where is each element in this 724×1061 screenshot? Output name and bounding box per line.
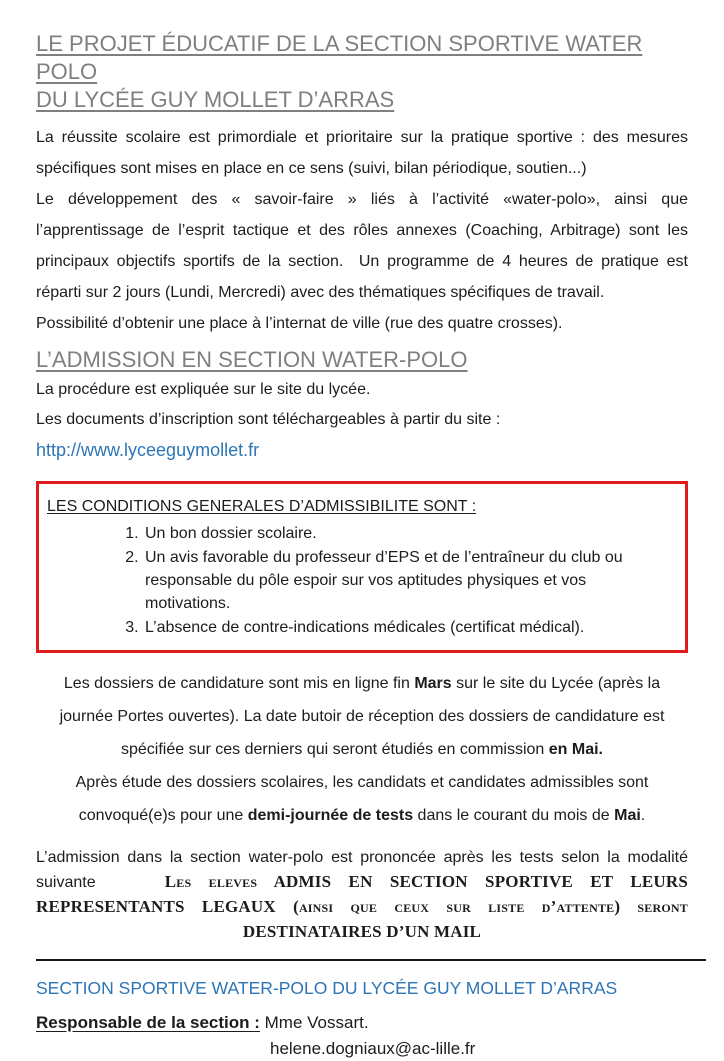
responsable-line — [36, 1011, 688, 1035]
admission-paragraph-2: Les documents d’inscription sont téléchargeables à partir du site : — [36, 411, 501, 428]
text-segment: en Mai. — [548, 741, 603, 758]
intro-paragraph-1: La réussite scolaire est primordiale et prioritaire sur la pratique sportive : des mesures spécifiques sont mises en place en ce sens (suivi, bilan périodique, soutien...) — [36, 129, 688, 177]
text-segment: demi-journée de tests — [247, 807, 414, 824]
text-segment: sur le site du Lycée (après la journée Portes ouvertes). La date butoir de réception des dossiers de candidature est spécifiée sur ces derniers qui seront étudiés en commission — [59, 675, 665, 758]
intro-paragraph-3: Possibilité d’obtenir une place à l’internat de ville (rue des quatre crosses). — [36, 315, 563, 332]
process-paragraph-3 — [36, 846, 688, 945]
process-paragraph-1 — [36, 667, 688, 766]
text-segment: Les dossiers de candidature sont mis en ligne fin — [63, 675, 415, 692]
process-paragraph-2 — [36, 766, 688, 832]
responsable-value: Mme Vossart. — [259, 1013, 369, 1032]
conditions-box — [36, 481, 688, 653]
conditions-heading — [47, 496, 671, 518]
document-title-line2: DU LYCÉE GUY MOLLET D’ARRAS — [36, 87, 395, 112]
responsable-label: Responsable de la section : — [36, 1013, 260, 1032]
text-segment: Après étude des dossiers scolaires, les candidats et candidates admissibles sont convoqué(e)s pour une — [75, 774, 649, 824]
responsable-email: helene.dogniaux@ac-lille.fr — [270, 1039, 476, 1058]
text-segment: dans le courant du mois de — [413, 807, 615, 824]
admission-heading — [36, 347, 688, 373]
intro-paragraph-2: Le développement des « savoir-faire » liés à l’activité «water-polo», ainsi que l’apprentissage de l’esprit tactique et des rôles annexes (Coaching, Arbitrage) sont les principaux objectifs sportifs de la section. Un programme de 4 heures de pratique est réparti sur 2 jours (Lundi, Mercredi) avec des thématiques spécifiques de travail. — [36, 191, 688, 301]
conditions-heading-text: LES CONDITIONS GENERALES D’ADMISSIBILITE SONT : — [47, 498, 477, 515]
footer-section-heading: SECTION SPORTIVE WATER-POLO DU LYCÉE GUY MOLLET D’ARRAS — [36, 978, 618, 998]
document-title-line1: LE PROJET ÉDUCATIF DE LA SECTION SPORTIVE WATER POLO — [36, 31, 643, 84]
text-segment: Les eleves ADMIS EN SECTION SPORTIVE ET LEURS REPRESENTANTS LEGAUX (ainsi que ceux sur liste d’attente) seront DESTINATAIRES D’UN MAIL — [36, 872, 688, 941]
lycee-website-link[interactable]: http://www.lyceeguymollet.fr — [36, 440, 260, 460]
condition-item: 2. Un avis favorable du professeur d’EPS et de l’entraîneur du club ou responsable du pôle espoir sur vos aptitudes physiques et vos motivations. — [143, 546, 671, 615]
admission-paragraph-1: La procédure est expliquée sur le site du lycée. — [36, 381, 371, 398]
text-segment: Mai — [614, 807, 641, 824]
conditions-list — [47, 522, 671, 639]
text-segment: . — [640, 807, 646, 824]
text-segment: L’admission dans la section water-polo est prononcée après les tests selon la modalité suivante — [36, 849, 688, 891]
condition-item: 1. Un bon dossier scolaire. — [143, 522, 671, 545]
document-title — [36, 30, 688, 114]
condition-item: 3. L’absence de contre-indications médicales (certificat médical). — [143, 616, 671, 639]
text-segment: Mars — [414, 675, 452, 692]
footer-divider — [36, 959, 706, 961]
admission-heading-text: L’ADMISSION EN SECTION WATER-POLO — [36, 347, 468, 372]
